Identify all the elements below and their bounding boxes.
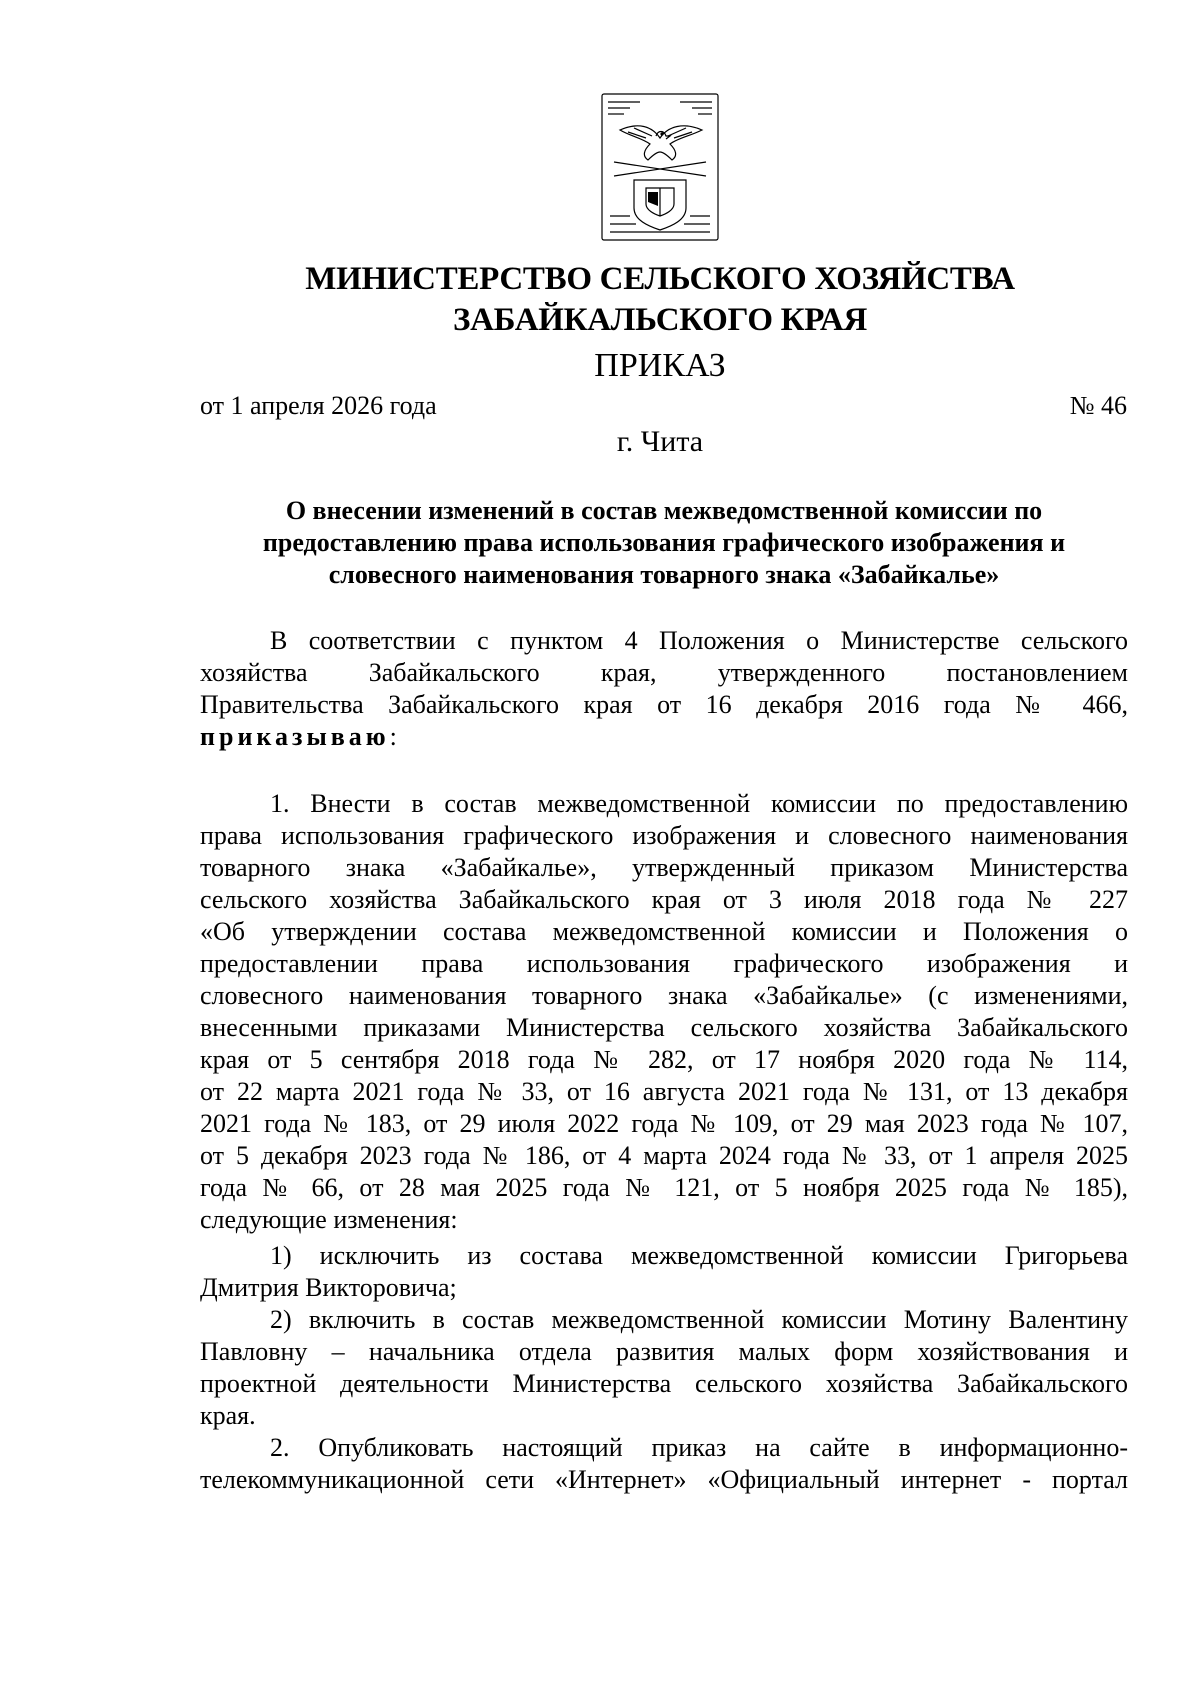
paragraph-line: от 22 марта 2021 года № 33, от 16 августа 2021 года № 131, от 13 декабря [200, 1077, 1128, 1106]
paragraph-line: края. [200, 1401, 256, 1430]
document-number: № 46 [1069, 391, 1127, 420]
paragraph-line: хозяйства Забайкальского края, утвержденного постановлением [200, 658, 1128, 687]
paragraph-line: предоставлении права использования графического изображения и [200, 949, 1128, 978]
paragraph-line: товарного знака «Забайкалье», утвержденный приказом Министерства [200, 853, 1128, 882]
paragraph-line: внесенными приказами Министерства сельского хозяйства Забайкальского [200, 1013, 1128, 1042]
paragraph-line: проектной деятельности Министерства сельского хозяйства Забайкальского [200, 1369, 1128, 1398]
paragraph-line: телекоммуникационной сети «Интернет» «Официальный интернет - портал [200, 1465, 1128, 1494]
document-subject [200, 495, 1128, 591]
preamble-paragraph [200, 625, 1128, 753]
paragraph-line: 2021 года № 183, от 29 июля 2022 года № 109, от 29 мая 2023 года № 107, [200, 1109, 1128, 1138]
paragraph-line: Дмитрия Викторовича; [200, 1273, 457, 1302]
paragraph-line: края от 5 сентября 2018 года № 282, от 17 ноября 2020 года № 114, [200, 1045, 1128, 1074]
ministry-name-line-2: ЗАБАЙКАЛЬСКОГО КРАЯ [452, 302, 867, 338]
paragraph-line: Павловну – начальника отдела развития малых форм хозяйствования и [200, 1337, 1128, 1366]
document-date: от 1 апреля 2026 года [200, 391, 437, 420]
paragraph-line: 2. Опубликовать настоящий приказ на сайте в информационно- [270, 1433, 1128, 1462]
point-1-paragraph [200, 788, 1128, 1236]
document-type-title: ПРИКАЗ [594, 347, 726, 384]
paragraph-line: 2) включить в состав межведомственной комиссии Мотину Валентину [270, 1305, 1128, 1334]
paragraph-line: сельского хозяйства Забайкальского края от 3 июля 2018 года № 227 [200, 885, 1128, 914]
subpoint-2-paragraph [200, 1304, 1128, 1432]
paragraph-line: права использования графического изображения и словесного наименования [200, 821, 1128, 850]
point-2-paragraph [200, 1432, 1128, 1496]
decree-word: приказываю [200, 722, 390, 751]
subject-line: предоставлению права использования графического изображения и [262, 528, 1066, 557]
coat-of-arms-emblem [600, 92, 720, 244]
subject-line: словесного наименования товарного знака «Забайкалье» [328, 560, 1000, 589]
subpoint-1-paragraph [200, 1240, 1128, 1304]
paragraph-line: «Об утверждении состава межведомственной комиссии и Положения о [200, 917, 1128, 946]
paragraph-line: 1. Внести в состав межведомственной комиссии по предоставлению [270, 789, 1128, 818]
document-city: г. Чита [616, 425, 704, 458]
subject-line: О внесении изменений в состав межведомственной комиссии по [285, 496, 1043, 525]
paragraph-line: Правительства Забайкальского края от 16 декабря 2016 года № 466, [200, 690, 1128, 719]
ministry-name-line-1: МИНИСТЕРСТВО СЕЛЬСКОГО ХОЗЯЙСТВА [305, 261, 1015, 297]
paragraph-line: словесного наименования товарного знака «Забайкалье» (с изменениями, [200, 981, 1128, 1010]
decree-colon: : [389, 722, 397, 751]
paragraph-line: года № 66, от 28 мая 2025 года № 121, от 5 ноября 2025 года № 185), [200, 1173, 1128, 1202]
decree-line [200, 721, 1128, 753]
paragraph-line: В соответствии с пунктом 4 Положения о Министерстве сельского [270, 626, 1128, 655]
paragraph-line: 1) исключить из состава межведомственной комиссии Григорьева [270, 1241, 1128, 1270]
paragraph-line: следующие изменения: [200, 1205, 458, 1234]
paragraph-line: от 5 декабря 2023 года № 186, от 4 марта 2024 года № 33, от 1 апреля 2025 [200, 1141, 1128, 1170]
